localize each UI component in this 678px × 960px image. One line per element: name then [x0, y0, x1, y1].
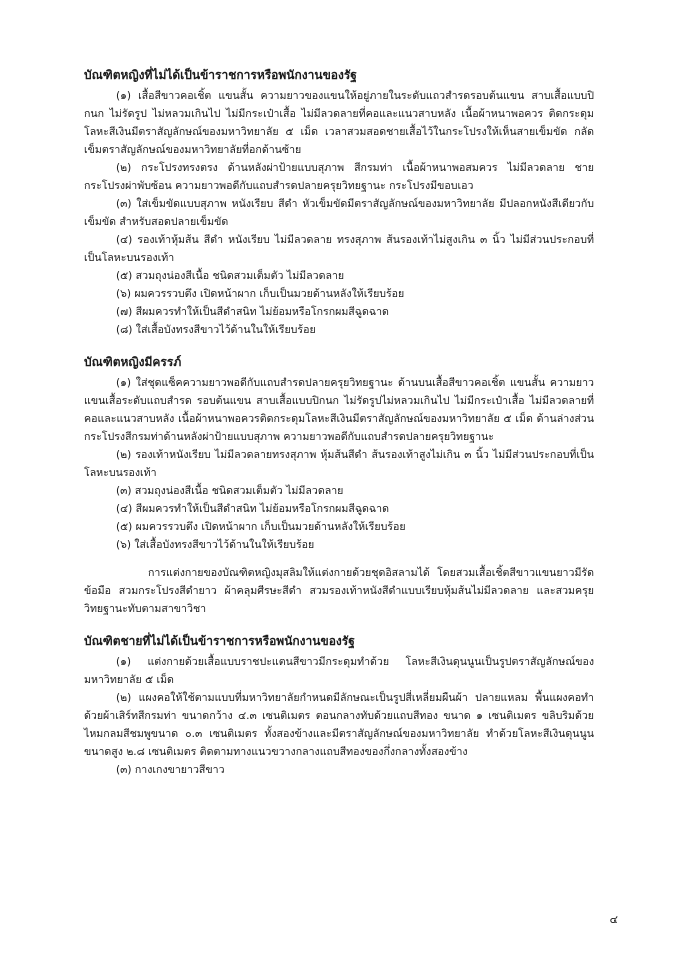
- document-body: [84, 66, 594, 779]
- clause-item: (๗) สีผมควรทำให้เป็นสีดำสนิท ไม่ย้อมหรือโกรกผมสีฉูดฉาด: [116, 306, 389, 318]
- section-heading: บัณฑิตหญิงมีครรภ์: [84, 355, 182, 369]
- clause-paragraph: (๔) รองเท้าหุ้มส้น สีดำ หนังเรียบ ไม่มีลวดลาย ทรงสุภาพ ส้นรองเท้าไม่สูงเกิน ๓ นิ้ว ไม่มีส่วนประกอบที่เป็นโลหะบนรองเท้า: [84, 234, 594, 264]
- note-paragraph: การแต่งกายของบัณฑิตหญิงมุสลิมให้แต่งกายด้วยชุดอิสลามได้ โดยสวมเสื้อเชิ้ตสีขาวแขนยาวมีรัดข้อมือ สวมกระโปรงสีดำยาว ผ้าคลุมศีรษะสีดำ สวมรองเท้าหนังสีดำแบบเรียบหุ้มส้นไม่มีลวดลาย และสวมครุยวิทยฐานะทับตามสาขาวิชา: [84, 567, 594, 615]
- clause-item: (๖) ใส่เสื้อบังทรงสีขาวไว้ด้านในให้เรียบร้อย: [116, 539, 315, 551]
- clause-paragraph: (๒) รองเท้าหนังเรียบ ไม่มีลวดลายทรงสุภาพ หุ้มส้นสีดำ ส้นรองเท้าสูงไม่เกิน ๓ นิ้ว ไม่มีส่วนประกอบที่เป็นโลหะบนรองเท้า: [84, 449, 594, 479]
- clause-paragraph: (๑) ใส่ชุดแซ็คความยาวพอดีกับแถบสำรดปลายครุยวิทยฐานะ ด้านบนเสื้อสีขาวคอเชิ้ต แขนสั้น ความยาวแขนเสื้อระดับแถบสำรด รอบต้นแขน สาบเสื้อแบบปิกนก ไม่รัดรูปไม่หลวมเกินไป ไม่มีกระเป๋าเสื้อ ไม่มีลวดลายที่คอและแนวสาบหลัง เนื้อผ้าหนาพอควรติดกระดุมโลหะสีเงินมีตราสัญลักษณ์ของมหาวิทยาลัย ๕ เม็ด ด้านล่างส่วนกระโปรงสีกรมท่าด้านหลังผ่าป้ายแบบสุภาพ ความยาวพอดีกับแถบสำรดปลายครุยวิทยฐานะ: [84, 377, 594, 443]
- clause-paragraph: (๑) เสื้อสีขาวคอเชิ้ต แขนสั้น ความยาวของแขนให้อยู่ภายในระดับแถวสำรดรอบต้นแขน สาบเสื้อแบบปิกนก ไม่รัดรูป ไม่หลวมเกินไป ไม่มีกระเป๋าเสื้อ ไม่มีลวดลายที่คอและแนวสาบหลัง เนื้อผ้าหนาพอควร ติดกระดุมโลหะสีเงินมีตราสัญลักษณ์ของมหาวิทยาลัย ๕ เม็ด เวลาสวมสอดชายเสื้อไว้ในกระโปรงให้เห็นสายเข็มขัด กลัดเข็มตราสัญลักษณ์ของมหาวิทยาลัยที่อกด้านซ้าย: [84, 90, 594, 156]
- section-heading: บัณฑิตชายที่ไม่ได้เป็นข้าราชการหรือพนักงานของรัฐ: [84, 634, 355, 648]
- clause-item: (๖) ผมควรรวบตึง เปิดหน้าผาก เก็บเป็นมวยด้านหลังให้เรียบร้อย: [116, 288, 405, 300]
- section-heading: บัณฑิตหญิงที่ไม่ได้เป็นข้าราชการหรือพนักงานของรัฐ: [84, 68, 357, 82]
- clause-item: (๕) ผมควรรวบตึง เปิดหน้าผาก เก็บเป็นมวยด้านหลังให้เรียบร้อย: [116, 521, 406, 533]
- clause-paragraph: (๓) ใส่เข็มขัดแบบสุภาพ หนังเรียบ สีดำ หัวเข็มขัดมีตราสัญลักษณ์ของมหาวิทยาลัย มีปลอกหนังสีเดียวกับเข็มขัด สำหรับสอดปลายเข็มขัด: [84, 198, 594, 228]
- clause-item: (๕) สวมถุงน่องสีเนื้อ ชนิดสวมเต็มตัว ไม่มีลวดลาย: [116, 270, 345, 282]
- clause-item: (๓) สวมถุงน่องสีเนื้อ ชนิดสวมเต็มตัว ไม่มีลวดลาย: [116, 485, 344, 497]
- page-number: ๔: [609, 913, 618, 926]
- clause-paragraph: (๑) แต่งกายด้วยเสื้อแบบราชปะแตนสีขาวมีกระดุมทำด้วย โลหะสีเงินดุนนูนเป็นรูปตราสัญลักษณ์ของมหาวิทยาลัย ๕ เม็ด: [84, 656, 594, 686]
- clause-item: (๔) สีผมควรทำให้เป็นสีดำสนิท ไม่ย้อมหรือโกรกผมสีฉูดฉาด: [116, 503, 389, 515]
- clause-paragraph: (๒) แผงคอให้ใช้ตามแบบที่มหาวิทยาลัยกำหนดมีลักษณะเป็นรูปสี่เหลี่ยมผืนผ้า ปลายแหลม พื้นแผงคอทำด้วยผ้าเสิร์ทสีกรมท่า ขนาดกว้าง ๔.๓ เซนติเมตร ตอนกลางทับด้วยแถบสีทอง ขนาด ๑ เซนติเมตร ขลิบริมด้วยไหมกลมสีชมพูขนาด ๐.๓ เซนติเมตร ทั้งสองข้างและมีตราสัญลักษณ์ของมหาวิทยาลัย ทำด้วยโลหะสีเงินดุนนูน ขนาดสูง ๒.๘ เซนติเมตร ติดตามทางแนวขวางกลางแถบสีทองของกึ่งกลางทั้งสองข้าง: [84, 692, 594, 758]
- clause-item: (๘) ใส่เสื้อบังทรงสีขาวไว้ด้านในให้เรียบร้อย: [116, 324, 316, 336]
- clause-item: (๓) กางเกงขายาวสีขาว: [116, 764, 225, 776]
- clause-paragraph: (๒) กระโปรงทรงตรง ด้านหลังผ่าป้ายแบบสุภาพ สีกรมท่า เนื้อผ้าหนาพอสมควร ไม่มีลวดลาย ชายกระโปรงผ่าพับซ้อน ความยาวพอดีกับแถบสำรดปลายครุยวิทยฐานะ กระโปรงมีขอบเอว: [84, 162, 594, 192]
